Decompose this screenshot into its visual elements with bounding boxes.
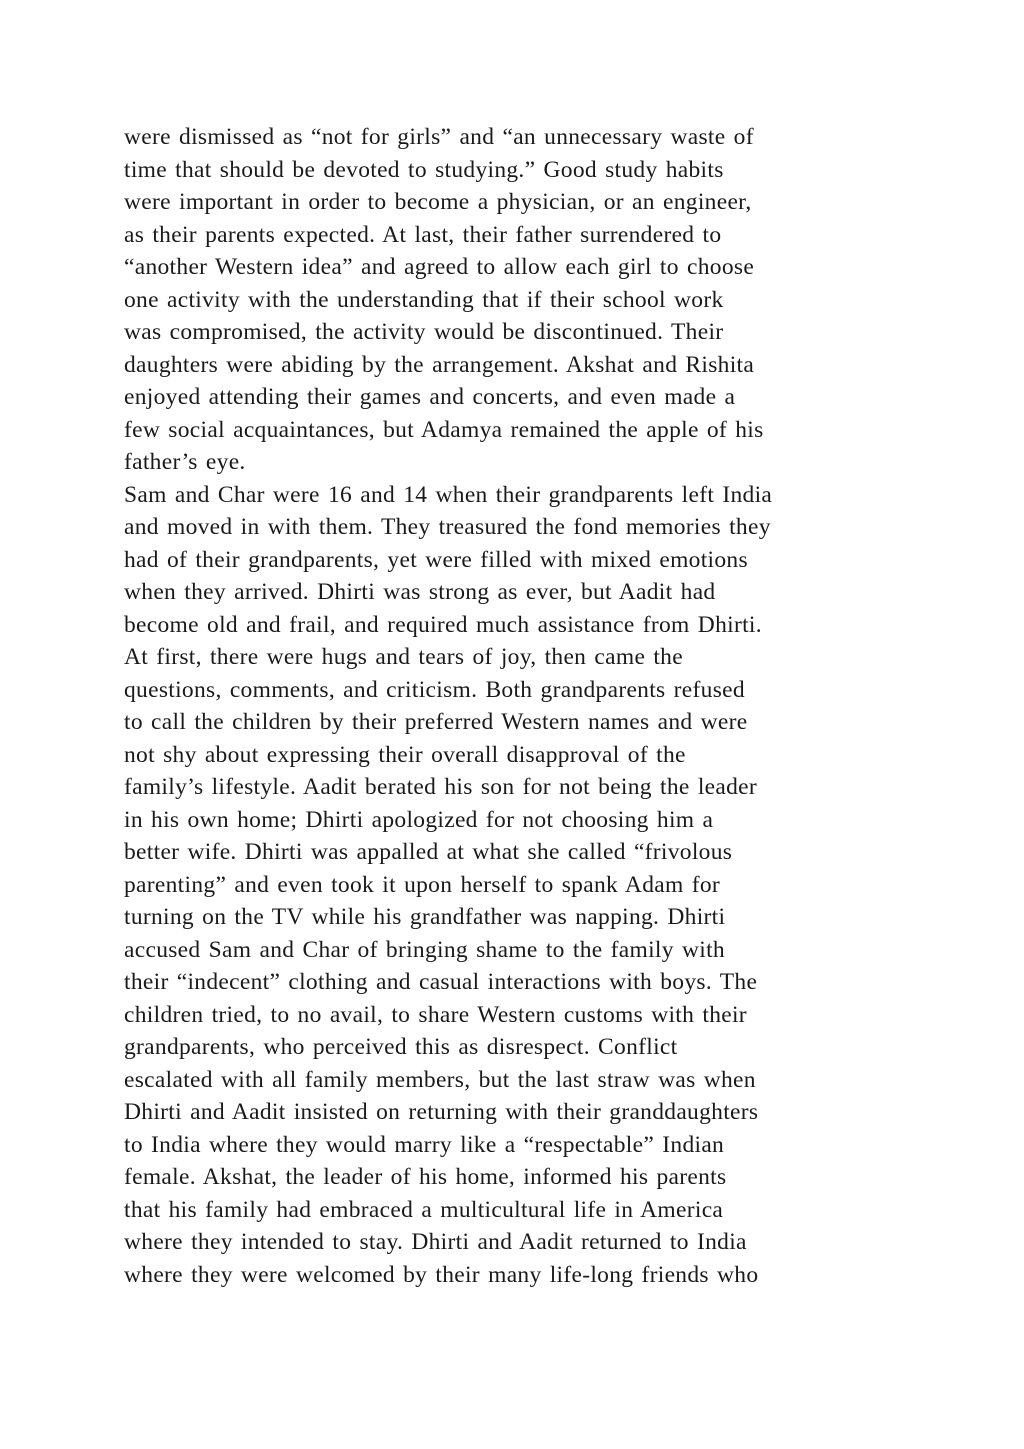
text-line: female. Akshat, the leader of his home, informed his parents — [124, 1164, 727, 1190]
text-line: time that should be devoted to studying.” Good study habits — [124, 156, 724, 183]
text-line: not shy about expressing their overall disapproval of the — [124, 741, 686, 768]
text-line: enjoyed attending their games and concerts, and even made a — [124, 384, 736, 410]
text-line: escalated with all family members, but the last straw was when — [124, 1066, 756, 1093]
text-line: At first, there were hugs and tears of joy, then came the — [124, 644, 683, 670]
text-line: children tried, to no avail, to share Western customs with their — [124, 1001, 747, 1028]
text-line: was compromised, the activity would be discontinued. Their — [124, 319, 724, 345]
text-line: when they arrived. Dhirti was strong as ever, but Aadit had — [124, 579, 716, 605]
text-line: father’s eye. — [124, 449, 246, 475]
text-line: “another Western idea” and agreed to allow each girl to choose — [124, 254, 755, 280]
text-line: become old and frail, and required much assistance from Dhirti. — [124, 611, 762, 638]
text-line: parenting” and even took it upon herself to spank Adam for — [124, 871, 721, 898]
text-line: where they intended to stay. Dhirti and Aadit returned to India — [124, 1229, 747, 1255]
text-line: few social acquaintances, but Adamya remained the apple of his — [124, 416, 764, 443]
text-line: questions, comments, and criticism. Both grandparents refused — [124, 676, 745, 703]
text-line: one activity with the understanding that if their school work — [124, 286, 724, 313]
body-text — [124, 121, 904, 1291]
text-line: in his own home; Dhirti apologized for not choosing him a — [124, 806, 714, 833]
text-line: Dhirti and Aadit insisted on returning with their granddaughters — [124, 1099, 759, 1125]
text-line: grandparents, who perceived this as disrespect. Conflict — [124, 1034, 678, 1060]
text-line: that his family had embraced a multicultural life in America — [124, 1196, 724, 1223]
text-line: accused Sam and Char of bringing shame to the family with — [124, 936, 725, 963]
text-line: had of their grandparents, yet were filled with mixed emotions — [124, 546, 748, 573]
text-line: better wife. Dhirti was appalled at what she called “frivolous — [124, 839, 733, 865]
text-line: to India where they would marry like a “respectable” Indian — [124, 1131, 725, 1158]
text-line: to call the children by their preferred Western names and were — [124, 709, 748, 735]
text-line: their “indecent” clothing and casual interactions with boys. The — [124, 969, 758, 995]
text-line: were dismissed as “not for girls” and “an unnecessary waste of — [124, 124, 754, 150]
text-line: and moved in with them. They treasured the fond memories they — [124, 514, 771, 540]
text-line: daughters were abiding by the arrangement. Akshat and Rishita — [124, 351, 755, 378]
text-line: were important in order to become a physician, or an engineer, — [124, 189, 752, 215]
text-line: as their parents expected. At last, their father surrendered to — [124, 221, 722, 248]
text-line: family’s lifestyle. Aadit berated his son for not being the leader — [124, 774, 758, 800]
text-line: turning on the TV while his grandfather was napping. Dhirti — [124, 904, 726, 930]
text-line: Sam and Char were 16 and 14 when their grandparents left India — [124, 481, 773, 508]
text-line: where they were welcomed by their many life-long friends who — [124, 1261, 759, 1288]
